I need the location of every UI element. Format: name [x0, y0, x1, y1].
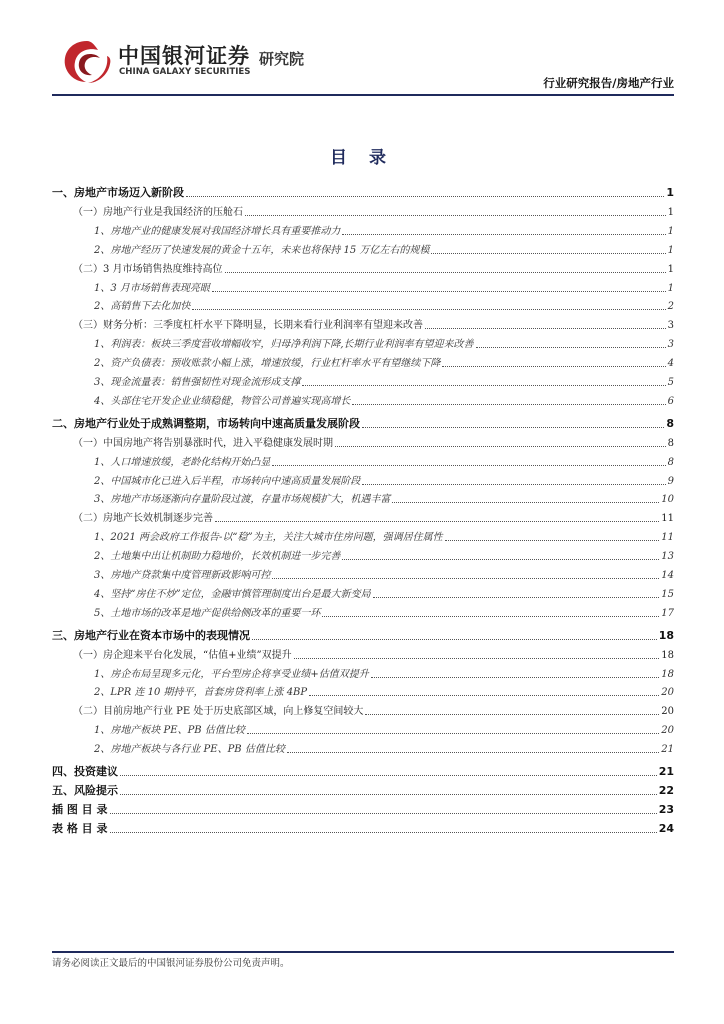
toc-entry-page: 1	[666, 186, 674, 199]
report-type-label: 行业研究报告/房地产行业	[543, 76, 674, 90]
toc-entry[interactable]	[52, 203, 674, 221]
toc-entry-page: 18	[658, 628, 674, 642]
toc-entry-text: 表 格 目 录	[52, 821, 108, 835]
toc-entry-page: 1	[667, 244, 674, 256]
toc-entry-page: 1	[667, 206, 674, 218]
toc-entry-page: 17	[661, 607, 674, 619]
toc-entry-text: 3、房地产贷款集中度管理新政影响可控	[94, 570, 271, 581]
toc-entry-text: 五、风险提示	[52, 783, 118, 797]
footer-disclaimer: 请务必阅读正文最后的中国银河证券股份公司免责声明。	[52, 958, 290, 969]
toc-leader-dots	[365, 713, 659, 715]
footer-divider	[52, 951, 674, 953]
toc-entry[interactable]	[52, 820, 674, 838]
toc-entry-text: （一）房企迎来平台化发展，“估值+业绩”双提升	[73, 649, 292, 661]
toc-entry-text: 2、LPR 连 10 期持平，首套房贷利率上涨 4BP	[94, 687, 308, 699]
toc-entry[interactable]	[52, 472, 674, 490]
toc-entry-text: 4、坚持“房住不炒”定位，金融审慎管理制度出台是最大新变局	[94, 588, 371, 600]
toc-entry[interactable]	[52, 566, 674, 584]
toc-entry-text: 1、房地产板块 PE、PB 估值比较	[94, 725, 245, 737]
toc-leader-dots	[392, 501, 659, 503]
toc-entry-page: 11	[661, 513, 674, 525]
toc-leader-dots	[342, 558, 659, 560]
toc-entry[interactable]	[52, 434, 674, 452]
toc-entry-text: 1、人口增速放缓，老龄化结构开始凸显	[94, 456, 271, 468]
toc-entry-text: 1、利润表：板块三季度营收增幅收窄，归母净利润下降,长期行业利润率有望迎来改善	[94, 339, 474, 351]
toc-entry-text: 1、3 月市场销售表现亮眼	[94, 282, 210, 294]
toc-entry-text: 2、资产负债表：预收账款小幅上涨，增速放缓，行业杠杆率水平有望继续下降	[94, 358, 441, 370]
toc-leader-dots	[245, 214, 666, 216]
toc-entry[interactable]	[52, 279, 674, 297]
toc-entry-text: 2、中国城市化已进入后半程，市场转向中速高质量发展阶段	[94, 475, 361, 487]
toc-entry[interactable]	[52, 373, 674, 391]
toc-leader-dots	[215, 520, 659, 522]
toc-entry-text: 4、头部住宅开发企业业绩稳健，物管公司普遍实现高增长	[94, 395, 351, 407]
toc-entry[interactable]	[52, 585, 674, 603]
toc-leader-dots	[362, 483, 665, 485]
toc-entry-page: 3	[667, 320, 674, 332]
toc-entry-page: 8	[666, 416, 674, 430]
toc-entry-text: 三、房地产行业在资本市场中的表现情况	[52, 628, 250, 642]
toc-entry-text: 2、房地产板块与各行业 PE、PB 估值比较	[94, 744, 285, 756]
toc-entry-text: 2、高销售下去化加快	[94, 301, 191, 313]
toc-entry-page: 6	[667, 395, 674, 407]
toc-entry-page: 20	[661, 725, 674, 737]
toc-leader-dots	[302, 384, 665, 386]
toc-leader-dots	[442, 365, 665, 367]
toc-entry[interactable]	[52, 354, 674, 372]
toc-entry-page: 1	[667, 225, 674, 237]
toc-leader-dots	[272, 577, 659, 579]
institute-label: 研究院	[259, 50, 305, 68]
toc-entry[interactable]	[52, 241, 674, 259]
toc-entry-text: （三）财务分析：三季度杠杆水平下降明显，长期来看行业利润率有望迎来改善	[73, 320, 423, 332]
toc-leader-dots	[225, 271, 666, 273]
toc-entry-text: 一、房地产市场迈入新阶段	[52, 186, 184, 199]
toc-leader-dots	[322, 615, 659, 617]
toc-leader-dots	[272, 464, 665, 466]
toc-leader-dots	[352, 403, 665, 405]
toc-title: 目 录	[330, 148, 394, 168]
toc-leader-dots	[371, 676, 660, 678]
toc-leader-dots	[186, 195, 664, 197]
toc-entry-text: 5、土地市场的改革是地产促供给侧改革的重要一环	[94, 607, 321, 619]
toc-entry-page: 1	[667, 263, 674, 275]
toc-entry[interactable]	[52, 763, 674, 781]
toc-leader-dots	[212, 290, 666, 292]
toc-entry-page: 4	[667, 358, 674, 370]
toc-entry-page: 5	[667, 377, 674, 388]
toc-entry-page: 9	[667, 475, 674, 487]
toc-entry-page: 20	[661, 687, 674, 699]
toc-entry-page: 24	[658, 821, 674, 835]
toc-entry-page: 11	[661, 532, 674, 544]
toc-entry-page: 21	[661, 744, 674, 756]
toc-entry[interactable]	[52, 528, 674, 546]
toc-leader-dots	[342, 233, 665, 235]
toc-entry[interactable]	[52, 547, 674, 565]
toc-entry-page: 22	[658, 783, 674, 797]
toc-entry[interactable]	[52, 297, 674, 315]
toc-entry[interactable]	[52, 740, 674, 758]
toc-leader-dots	[110, 831, 657, 833]
toc-leader-dots	[120, 793, 657, 795]
toc-leader-dots	[252, 638, 657, 640]
toc-entry-text: （一）房地产行业是我国经济的压舱石	[73, 206, 243, 218]
toc-entry[interactable]	[52, 627, 674, 645]
toc-entry-text: （二）目前房地产行业 PE 处于历史底部区域，向上修复空间较大	[73, 706, 364, 718]
brand-name-en: CHINA GALAXY SECURITIES	[119, 67, 251, 77]
toc-leader-dots	[445, 539, 660, 541]
toc-entry[interactable]	[52, 801, 674, 819]
toc-entry-text: 1、房企布局呈现多元化，平台型房企将享受业绩+估值双提升	[94, 668, 369, 680]
toc-entry[interactable]	[52, 490, 674, 508]
toc-entry-page: 14	[661, 570, 674, 581]
toc-leader-dots	[335, 445, 666, 447]
toc-leader-dots	[362, 426, 664, 428]
toc-entry[interactable]	[52, 604, 674, 622]
brand-name-cn: 中国银河证券	[118, 44, 250, 68]
toc-entry-text: 插 图 目 录	[52, 802, 108, 816]
toc-entry[interactable]	[52, 335, 674, 353]
toc-leader-dots	[309, 694, 659, 696]
toc-entry[interactable]	[52, 260, 674, 278]
toc-entry-page: 18	[661, 668, 674, 680]
toc-entry-text: 2、土地集中出让机制助力稳地价，长效机制进一步完善	[94, 551, 341, 563]
toc-leader-dots	[247, 732, 659, 734]
toc-leader-dots	[431, 252, 665, 254]
toc-entry[interactable]	[52, 665, 674, 683]
toc-entry-page: 8	[667, 456, 674, 468]
toc-entry-page: 13	[661, 551, 674, 563]
toc-entry-text: 3、房地产市场逐渐向存量阶段过渡，存量市场规模扩大，机遇丰富	[94, 494, 391, 506]
toc-entry[interactable]	[52, 646, 674, 664]
toc-entry[interactable]	[52, 392, 674, 410]
toc-entry-text: 3、现金流量表：销售强韧性对现金流形成支撑	[94, 377, 301, 388]
toc-leader-dots	[110, 812, 657, 814]
toc-entry[interactable]	[52, 509, 674, 527]
galaxy-logo-icon	[60, 38, 114, 92]
toc-entry[interactable]	[52, 453, 674, 471]
report-header	[52, 38, 674, 94]
toc-entry[interactable]	[52, 222, 674, 240]
toc-entry-page: 8	[667, 437, 674, 449]
toc-leader-dots	[373, 596, 660, 598]
toc-entry-text: 1、2021 两会政府工作报告-以“稳”为主，关注大城市住房问题，强调居住属性	[94, 532, 443, 544]
toc-entry-text: 四、投资建议	[52, 765, 118, 778]
toc-leader-dots	[192, 308, 665, 310]
toc-entry-text: 二、房地产行业处于成熟调整期，市场转向中速高质量发展阶段	[52, 416, 360, 430]
toc-entry-text: （二）房地产长效机制逐步完善	[73, 513, 213, 525]
toc-leader-dots	[294, 657, 660, 659]
toc-entry[interactable]	[52, 721, 674, 739]
toc-entry-page: 15	[661, 588, 674, 600]
toc-entry-page: 18	[661, 649, 674, 661]
toc-entry-page: 2	[667, 301, 674, 313]
toc-entry-page: 21	[658, 765, 674, 778]
toc-entry-text: 1、房地产业的健康发展对我国经济增长具有重要推动力	[94, 225, 341, 237]
toc-entry[interactable]	[52, 415, 674, 433]
toc-leader-dots	[120, 774, 657, 776]
toc-entry[interactable]	[52, 782, 674, 800]
toc-entry[interactable]	[52, 184, 674, 202]
toc-entry-text: （二）3 月市场销售热度维持高位	[73, 263, 223, 275]
toc-entry-text: （一）中国房地产将告别暴涨时代，进入平稳健康发展时期	[73, 437, 333, 449]
toc-entry[interactable]	[52, 702, 674, 720]
toc-entry-text: 2、房地产经历了快速发展的黄金十五年，未来也将保持 15 万亿左右的规模	[94, 244, 430, 256]
toc-entry-page: 23	[658, 802, 674, 816]
toc-leader-dots	[476, 346, 666, 348]
header-divider	[52, 94, 674, 96]
toc-entry[interactable]	[52, 683, 674, 701]
toc-entry-page: 20	[661, 706, 674, 718]
toc-leader-dots	[287, 751, 659, 753]
toc-entry-page: 1	[667, 282, 674, 294]
toc-entry[interactable]	[52, 316, 674, 334]
toc-leader-dots	[425, 327, 666, 329]
toc-entry-page: 10	[661, 494, 674, 506]
toc-entry-page: 3	[667, 339, 674, 351]
